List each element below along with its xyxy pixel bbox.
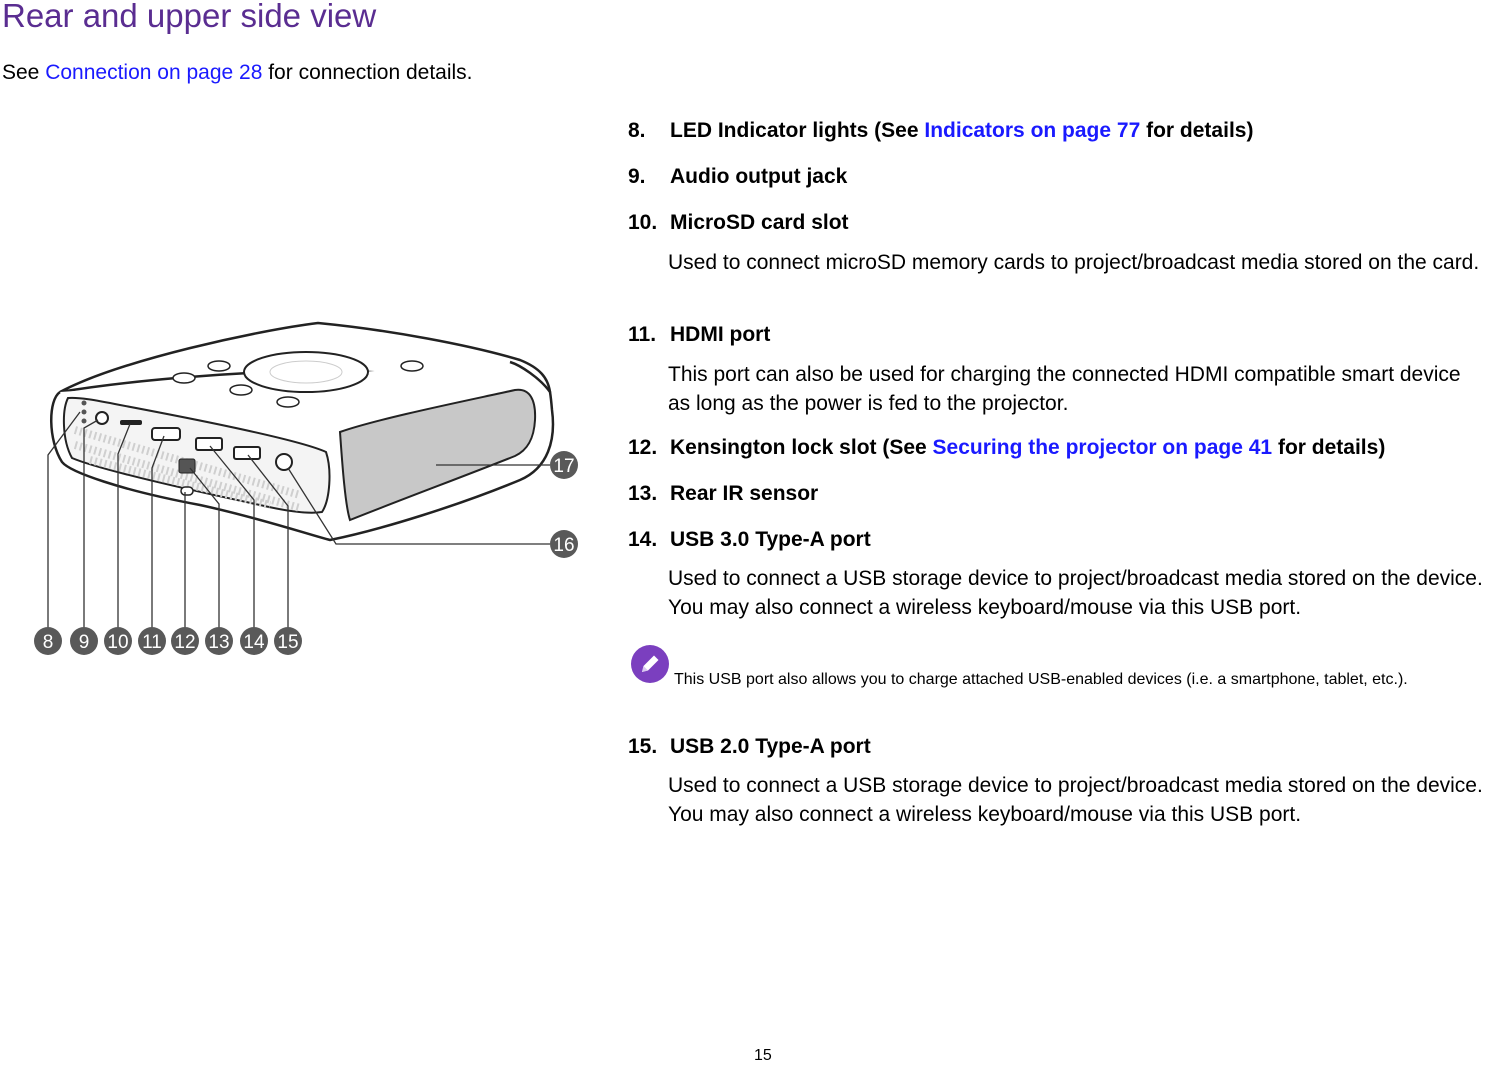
pencil-icon xyxy=(630,644,670,684)
item-12-heading: 12. Kensington lock slot (See Securing the projector on page 41 for details) xyxy=(628,436,1386,459)
svg-text:10: 10 xyxy=(107,632,129,653)
top-button xyxy=(208,361,230,371)
securing-link[interactable]: Securing the projector on page 41 xyxy=(932,436,1273,459)
item-10-heading: 10. MicroSD card slot xyxy=(628,211,849,234)
callout-8 xyxy=(34,627,62,655)
callout-10 xyxy=(104,627,132,655)
page-title: Rear and upper side view xyxy=(2,0,377,34)
led-indicators xyxy=(82,401,87,424)
item-8-heading: 8. LED Indicator lights (See Indicators on page 77 for details) xyxy=(628,119,1254,142)
svg-text:16: 16 xyxy=(553,535,575,556)
svg-text:11: 11 xyxy=(142,632,162,653)
top-button xyxy=(277,397,299,407)
note-box xyxy=(630,644,1490,714)
item-11-description: This port can also be used for charging the connected HDMI compatible smart device as long as the power is fed to the projector. xyxy=(668,363,1461,415)
callout-16 xyxy=(550,530,578,558)
callout-9 xyxy=(70,627,98,655)
audio-jack xyxy=(96,412,108,424)
svg-text:14: 14 xyxy=(243,632,265,653)
kensington-slot xyxy=(181,487,193,495)
top-button xyxy=(173,373,195,383)
svg-text:12: 12 xyxy=(174,632,196,653)
connection-link[interactable]: Connection on page 28 xyxy=(45,61,263,84)
callout-14 xyxy=(240,627,268,655)
callout-11 xyxy=(138,627,166,655)
item-10-description: Used to connect microSD memory cards to project/broadcast media stored on the card. xyxy=(668,251,1480,274)
callout-12 xyxy=(171,627,199,655)
item-14-heading: 14. USB 3.0 Type-A port xyxy=(628,528,871,551)
projector-rear-illustration xyxy=(0,300,600,670)
svg-text:17: 17 xyxy=(553,456,575,477)
item-15-description: Used to connect a USB storage device to project/broadcast media stored on the device. You may also connect a wireless keyboard/mouse via this USB port. xyxy=(668,774,1483,826)
callout-17 xyxy=(550,451,578,479)
usb2-port xyxy=(234,447,260,459)
dc-in-jack xyxy=(276,454,292,470)
microsd-slot xyxy=(120,420,142,425)
hdmi-port xyxy=(152,428,180,440)
usb3-port xyxy=(196,438,222,450)
top-button xyxy=(230,385,252,395)
item-15-heading: 15. USB 2.0 Type-A port xyxy=(628,735,871,758)
item-9-heading: 9. Audio output jack xyxy=(628,165,848,188)
item-13-heading: 13. Rear IR sensor xyxy=(628,482,819,505)
callout-15 xyxy=(274,627,302,655)
item-11-heading: 11. HDMI port xyxy=(628,323,771,346)
svg-text:13: 13 xyxy=(208,632,230,653)
page-number: 15 xyxy=(754,1047,772,1064)
top-button xyxy=(401,361,423,371)
svg-text:8: 8 xyxy=(42,632,54,653)
svg-text:9: 9 xyxy=(78,632,90,653)
item-14-description: Used to connect a USB storage device to project/broadcast media stored on the device. You may also connect a wireless keyboard/mouse via this USB port. xyxy=(668,567,1483,619)
callout-13 xyxy=(205,627,233,655)
note-text: This USB port also allows you to charge attached USB-enabled devices (i.e. a smartphone, tablet, etc.). xyxy=(674,671,1408,688)
connection-reference: See Connection on page 28 for connection details. xyxy=(2,61,473,84)
indicators-link[interactable]: Indicators on page 77 xyxy=(924,119,1141,142)
svg-text:15: 15 xyxy=(277,632,299,653)
control-ring xyxy=(244,352,368,392)
